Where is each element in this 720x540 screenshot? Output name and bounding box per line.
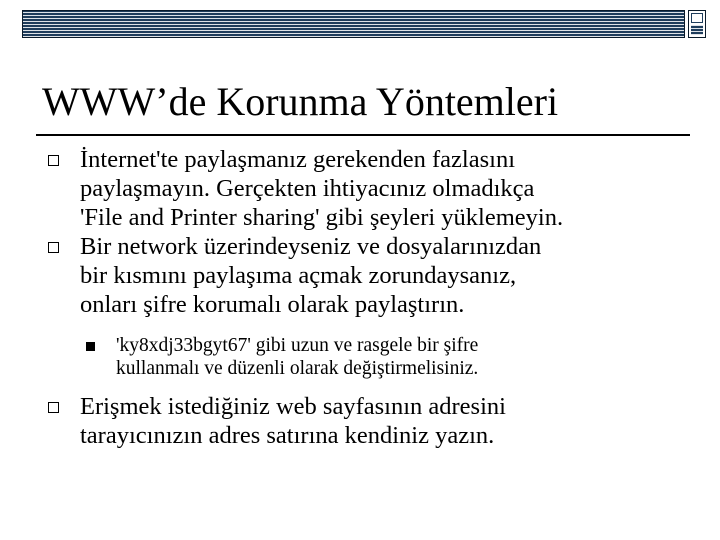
bullet-item-3: Erişmek istediğiniz web sayfasının adresini tarayıcınızın adres satırına kendiniz yazın. — [80, 393, 506, 449]
sub-bullet-item-1: 'ky8xdj33bgyt67' gibi uzun ve rasgele bir şifre kullanmalı ve düzenli olarak değiştirmelisiniz. — [116, 335, 479, 379]
hollow-square-bullet-icon — [48, 242, 59, 253]
hollow-square-bullet-icon — [48, 402, 59, 413]
hollow-square-bullet-icon — [48, 155, 59, 166]
filled-square-bullet-icon — [86, 342, 95, 351]
bullet-item-2: Bir network üzerindeyseniz ve dosyalarınızdan bir kısmını paylaşıma açmak zorundaysanız, onları şifre korumalı olarak paylaştırın. — [80, 233, 542, 318]
slide-title: WWW’de Korunma Yöntemleri — [42, 79, 559, 124]
bullet-item-1: İnternet'te paylaşmanız gerekenden fazlasını paylaşmayın. Gerçekten ihtiyacınız olmadıkça 'File and Printer sharing' gibi şeyleri yüklemeyin. — [80, 146, 564, 231]
